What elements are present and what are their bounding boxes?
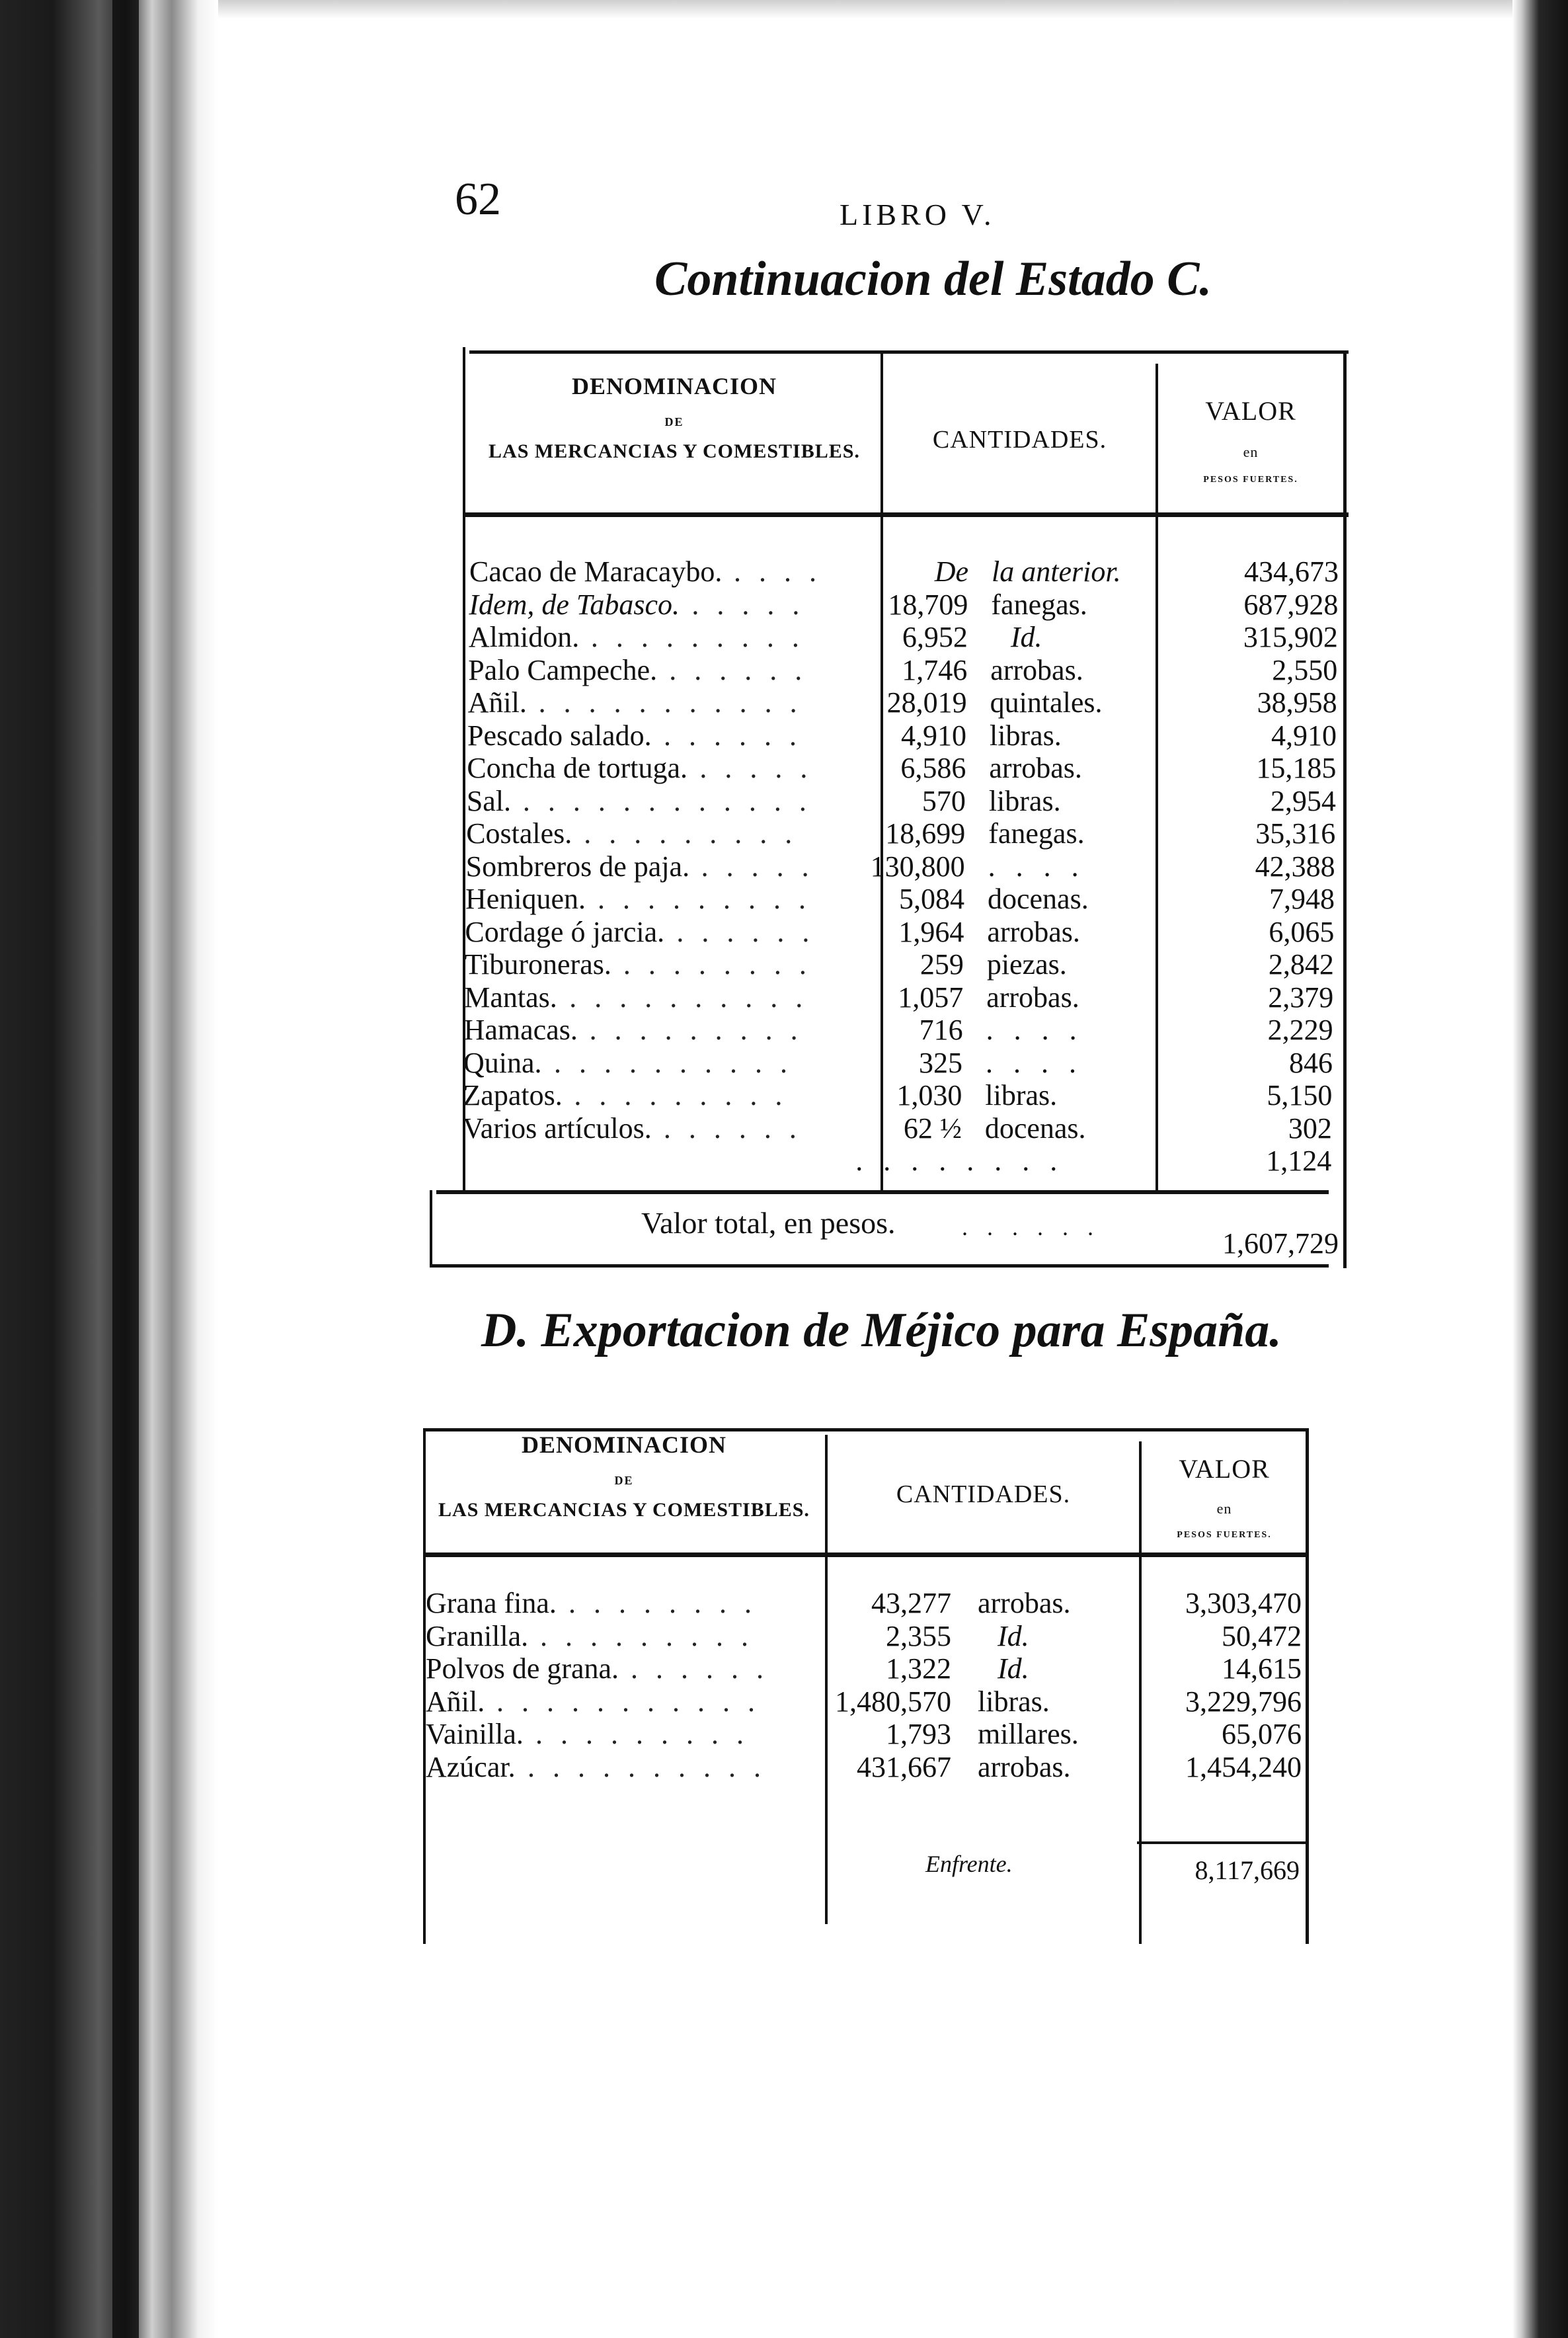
row-value: 2,842 <box>1268 948 1334 981</box>
row-unit: libras. <box>988 784 1061 817</box>
dot-leader: . . . . . . . . . . . . <box>522 784 812 817</box>
header-pesos-text: PESOS FUERTES. <box>1203 475 1298 485</box>
row-value: 2,229 <box>1267 1014 1333 1046</box>
row-name: Polvos de grana. <box>426 1652 619 1685</box>
table-d-header-cantidades: CANTIDADES. <box>896 1480 1071 1508</box>
row-unit: . . . . <box>986 1046 1083 1079</box>
table-row <box>426 1620 1305 1652</box>
header-mercancias-text: LAS MERCANCIAS Y COMESTIBLES. <box>489 440 860 463</box>
row-value: 42,388 <box>1255 850 1335 883</box>
header-en-text: en <box>1216 1500 1232 1517</box>
row-unit: arrobas. <box>989 752 1082 784</box>
table-row <box>465 916 1337 948</box>
row-quantity: 259 <box>920 948 964 981</box>
header-de-text: DE <box>664 415 684 428</box>
dot-leader: . . . . . . <box>663 1111 802 1145</box>
table-row <box>463 1079 1335 1111</box>
dot-leader: . . . . . . . . . . . <box>496 1685 760 1718</box>
row-value: 846 <box>1289 1046 1333 1079</box>
row-name: Quina. <box>463 1046 542 1079</box>
row-value: 302 <box>1288 1111 1332 1145</box>
row-value: 1,454,240 <box>1185 1750 1302 1783</box>
row-name: Mantas. <box>464 981 557 1014</box>
row-name: Grana fina. <box>426 1587 557 1619</box>
row-quantity: . . . . . . . . <box>855 1145 1064 1177</box>
dot-leader: . . . . . <box>701 850 814 883</box>
row-name: Idem, de Tabasco. <box>469 588 680 621</box>
row-quantity: 1,964 <box>898 915 964 948</box>
table-d-body <box>426 1587 1305 1838</box>
table-row <box>469 555 1342 588</box>
table-c-bottom-rule <box>430 1264 1329 1268</box>
table-row <box>467 719 1340 752</box>
dot-leader: . . . . . . <box>676 915 815 948</box>
row-unit: fanegas. <box>991 588 1087 621</box>
running-head: LIBRO V. <box>840 198 996 231</box>
row-quantity: 5,084 <box>899 883 964 915</box>
row-unit: arrobas. <box>990 653 1083 686</box>
row-name: Sombreros de paja. <box>465 850 690 883</box>
row-value: 35,316 <box>1255 817 1336 850</box>
table-row <box>462 1145 1335 1177</box>
row-quantity: 28,019 <box>886 686 967 719</box>
table-c-header-valor <box>1158 397 1343 485</box>
table-row <box>467 785 1339 817</box>
table-c-header-denominacion <box>469 374 879 462</box>
row-unit: libras. <box>985 1079 1058 1111</box>
row-value: 3,229,796 <box>1185 1685 1302 1718</box>
table-d-carry-value: 8,117,669 <box>1195 1855 1300 1885</box>
dot-leader: . . . . . . <box>664 719 802 752</box>
row-value: 2,379 <box>1268 981 1334 1014</box>
table-d <box>397 1375 1322 1944</box>
row-quantity: 1,746 <box>902 653 968 686</box>
header-en-text: en <box>1243 444 1259 460</box>
row-name: Pescado salado. <box>467 719 652 752</box>
dot-leader: . . . . . . . . <box>568 1587 757 1619</box>
row-name: Almidon. <box>468 621 580 653</box>
table-row <box>468 654 1341 686</box>
row-unit: . . . . <box>988 850 1085 883</box>
row-value: 65,076 <box>1222 1718 1302 1750</box>
row-name: Azúcar. <box>426 1750 516 1783</box>
row-quantity: 6,952 <box>902 621 968 653</box>
row-value: 4,910 <box>1271 719 1337 752</box>
table-d-caption: D. Exportacion de Méjico para España. <box>481 1303 1282 1357</box>
table-row <box>426 1751 1305 1783</box>
row-name: Tiburoneras. <box>464 948 611 981</box>
row-name: Añil. <box>426 1685 485 1718</box>
row-name: Sal. <box>466 784 512 817</box>
page-top-edge <box>218 0 1512 19</box>
row-name: Zapatos. <box>463 1079 563 1111</box>
row-value: 38,958 <box>1257 686 1337 719</box>
row-unit: docenas. <box>984 1111 1086 1145</box>
row-unit: piezas. <box>986 948 1067 981</box>
row-quantity: 1,793 <box>886 1718 951 1750</box>
row-quantity: 4,910 <box>901 719 966 752</box>
row-quantity: 1,030 <box>896 1079 962 1111</box>
dot-leader: . . . . . . <box>631 1652 769 1685</box>
row-unit: quintales. <box>990 686 1103 719</box>
dot-leader: . . . . . . . . . <box>589 1014 803 1046</box>
row-quantity: 1,322 <box>886 1652 951 1685</box>
table-row <box>463 1112 1335 1145</box>
row-name: Cacao de Maracaybo. <box>469 555 723 588</box>
row-value: 434,673 <box>1244 555 1339 588</box>
row-quantity: 130,800 <box>870 850 965 883</box>
row-unit: Id. <box>1010 621 1042 653</box>
row-value: 15,185 <box>1256 752 1337 784</box>
row-value: 1,124 <box>1266 1145 1332 1177</box>
dot-leader: . . . . . . . . . <box>598 883 811 915</box>
row-unit: libras. <box>978 1685 1050 1718</box>
table-row <box>468 686 1341 719</box>
row-unit: fanegas. <box>988 817 1085 850</box>
header-valor-text: VALOR <box>1179 1454 1270 1484</box>
row-quantity: 18,699 <box>885 817 966 850</box>
row-quantity: De <box>934 555 968 588</box>
table-row <box>464 981 1337 1014</box>
row-quantity: 6,586 <box>900 752 966 784</box>
table-row <box>465 948 1337 981</box>
row-unit: arrobas. <box>987 915 1080 948</box>
table-d-header-valor <box>1142 1455 1306 1541</box>
table-d-carry-label: Enfrente. <box>925 1851 1013 1877</box>
row-quantity: 325 <box>919 1046 962 1079</box>
table-c-body <box>462 555 1342 1184</box>
dot-leader: . . . . . . . . . <box>584 817 798 850</box>
dot-leader: . . . . . . . . . . . <box>538 686 803 719</box>
row-unit: Id. <box>998 1619 1029 1652</box>
page-number: 62 <box>455 174 501 225</box>
table-row <box>426 1718 1305 1750</box>
row-quantity: 570 <box>921 784 966 817</box>
dot-leader: . . . . . . . . . <box>590 621 804 653</box>
row-value: 3,303,470 <box>1185 1587 1302 1619</box>
header-denominacion-text: DENOMINACION <box>521 1431 726 1458</box>
table-c-header-cantidades: CANTIDADES. <box>932 426 1107 454</box>
header-pesos-text: PESOS FUERTES. <box>1177 1530 1272 1541</box>
dot-leader: . . . . . . . . . <box>540 1619 754 1652</box>
row-quantity: 1,480,570 <box>835 1685 951 1718</box>
row-unit: arrobas. <box>978 1587 1071 1619</box>
dot-leader: . . . . . . . . . . <box>569 981 808 1014</box>
row-name: Palo Campeche. <box>468 653 658 686</box>
book-spine <box>0 0 218 2338</box>
row-quantity: 18,709 <box>888 588 968 621</box>
table-c-right-rule <box>1343 350 1347 1268</box>
row-name: Hamacas. <box>463 1014 578 1046</box>
row-unit: . . . . <box>986 1014 1083 1046</box>
table-row <box>426 1652 1305 1685</box>
dot-leader: . . . . . . . . <box>623 948 812 981</box>
row-value: 50,472 <box>1222 1619 1302 1652</box>
table-row <box>465 883 1338 915</box>
row-quantity: 716 <box>919 1014 963 1046</box>
row-unit: millares. <box>978 1718 1079 1750</box>
header-denominacion-text: DENOMINACION <box>571 373 777 399</box>
row-name: Añil. <box>467 686 527 719</box>
row-unit: Id. <box>998 1652 1029 1685</box>
table-row <box>426 1587 1305 1619</box>
table-d-header-denominacion <box>426 1432 822 1521</box>
table-c-total-dots: . . . . . . <box>962 1214 1100 1240</box>
row-unit: arrobas. <box>978 1750 1071 1783</box>
table-row <box>464 1014 1337 1046</box>
row-name: Varios artículos. <box>462 1111 652 1145</box>
row-name: Granilla. <box>426 1619 529 1652</box>
row-name: Costales. <box>466 817 572 850</box>
row-value: 687,928 <box>1243 588 1339 621</box>
dot-leader: . . . . . . . . . <box>574 1079 788 1111</box>
table-row <box>463 1047 1336 1079</box>
table-d-sum-rule <box>1137 1841 1309 1844</box>
row-quantity: 43,277 <box>871 1587 951 1619</box>
row-name: Heniquen. <box>465 883 586 915</box>
table-row <box>466 817 1339 850</box>
table-c <box>423 324 1349 1316</box>
row-quantity: 62 ½ <box>903 1111 962 1145</box>
row-value: 2,550 <box>1272 653 1338 686</box>
row-unit: la anterior. <box>992 555 1121 588</box>
row-value: 7,948 <box>1269 883 1335 915</box>
row-unit: arrobas. <box>986 981 1079 1014</box>
row-quantity: 431,667 <box>857 1750 951 1783</box>
row-value: 5,150 <box>1267 1079 1333 1111</box>
table-c-left-outer-rule <box>430 1190 432 1267</box>
row-name: Cordage ó jarcia. <box>465 915 665 948</box>
dot-leader: . . . . . . . . . . <box>528 1750 766 1783</box>
table-row <box>469 621 1341 653</box>
table-c-top-rule <box>469 350 1349 354</box>
table-row <box>466 850 1339 883</box>
row-unit: libras. <box>990 719 1062 752</box>
table-c-total-label: Valor total, en pesos. <box>641 1206 896 1240</box>
table-d-header-rule <box>423 1552 1309 1557</box>
row-quantity: 1,057 <box>898 981 964 1014</box>
table-row <box>426 1685 1305 1718</box>
row-name: Concha de tortuga. <box>467 752 687 784</box>
table-row <box>467 752 1339 784</box>
dot-leader: . . . . . . . . . <box>535 1718 749 1750</box>
dot-leader: . . . . . . . . . . <box>554 1046 793 1079</box>
row-value: 315,902 <box>1243 621 1338 653</box>
row-quantity: 2,355 <box>886 1619 951 1652</box>
row-name: Vainilla. <box>426 1718 524 1750</box>
dot-leader: . . . . <box>734 555 822 588</box>
dot-leader: . . . . . . <box>669 653 808 686</box>
row-value: 14,615 <box>1222 1652 1302 1685</box>
header-valor-text: VALOR <box>1205 396 1296 426</box>
table-c-total-value: 1,607,729 <box>1222 1227 1339 1260</box>
header-mercancias-text: LAS MERCANCIAS Y COMESTIBLES. <box>438 1499 810 1521</box>
page-edge-shadow <box>1512 0 1568 2338</box>
header-de-text: DE <box>614 1473 634 1487</box>
dot-leader: . . . . . <box>699 752 813 784</box>
table-row <box>469 588 1341 621</box>
table-c-caption: Continuacion del Estado C. <box>654 252 1212 306</box>
row-value: 6,065 <box>1269 915 1335 948</box>
dot-leader: . . . . . <box>691 588 805 621</box>
book-spine-shadow <box>112 0 139 2338</box>
row-unit: docenas. <box>988 883 1089 915</box>
table-c-header-rule <box>463 512 1349 517</box>
row-value: 2,954 <box>1270 784 1336 817</box>
